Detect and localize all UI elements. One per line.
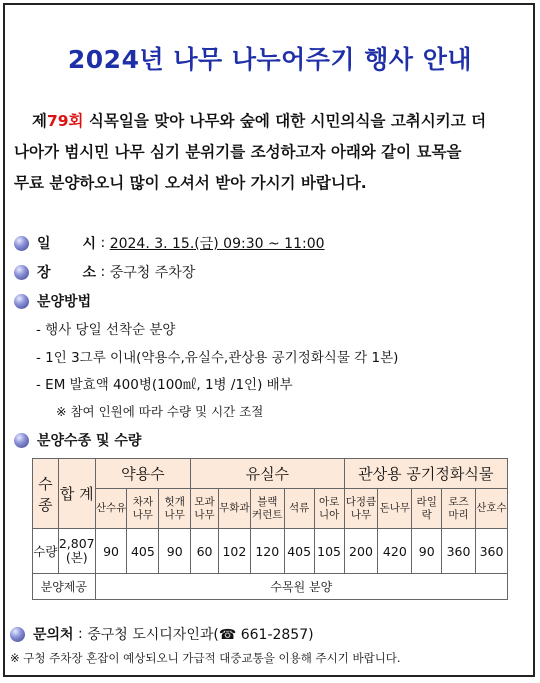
intro-line1: 식목일을 맞아 나무와 숲에 대한 시민의식을 고취시키고 더 — [83, 112, 487, 130]
value-cell: 90 — [159, 529, 191, 574]
species-cell: 블랙 커런트 — [250, 489, 284, 529]
footer-note: ※ 구청 주차장 혼잡이 예상되오니 가급적 대중교통을 이용해 주시기 바랍니다. — [10, 651, 401, 665]
species-cell: 로즈 마리 — [442, 489, 476, 529]
species-cell: 차자 나무 — [127, 489, 159, 529]
species-cell: 돈나무 — [378, 489, 412, 529]
bullet-icon — [14, 294, 29, 309]
value-cell: 405 — [284, 529, 314, 574]
species-row — [14, 430, 141, 450]
intro-number: 79회 — [46, 112, 84, 130]
intro-prefix: 제 — [32, 112, 47, 130]
bullet-icon — [14, 265, 29, 280]
species-cell: 무화과 — [218, 489, 250, 529]
method-item-2: - 1인 3그루 이내(약용수,유실수,관상용 공기정화식물 각 1본) — [36, 350, 399, 366]
species-cell: 라일락 — [412, 489, 442, 529]
page-title: 2024년 나무 나누어주기 행사 안내 — [67, 45, 473, 74]
value-cell: 90 — [95, 529, 127, 574]
value-cell: 360 — [442, 529, 476, 574]
date-sep: : — [96, 235, 110, 251]
contact-value: 중구청 도시디자인과(☎ 661-2857) — [87, 627, 314, 643]
date-row — [14, 233, 325, 253]
group-medicinal: 약용수 — [95, 459, 190, 489]
species-cell: 산수유 — [95, 489, 127, 529]
value-cell: 360 — [475, 529, 507, 574]
value-cell: 405 — [127, 529, 159, 574]
value-cell: 120 — [250, 529, 284, 574]
col-type-header: 수종 — [33, 459, 59, 529]
method-note: ※ 참여 인원에 따라 수량 및 시간 조절 — [56, 404, 264, 419]
species-cell: 모과 나무 — [191, 489, 219, 529]
value-cell: 105 — [314, 529, 344, 574]
value-cell: 90 — [412, 529, 442, 574]
method-item-3: - EM 발효액 400병(100㎖, 1병 /1인) 배부 — [36, 377, 293, 393]
date-label-a: 일 — [37, 236, 51, 252]
row-label-quantity: 수량 — [33, 529, 59, 574]
species-table — [32, 458, 508, 600]
contact-row — [10, 624, 314, 644]
provider-label: 분양제공 — [33, 574, 96, 600]
bullet-icon — [14, 236, 29, 251]
intro-line2: 나아가 범시민 나무 심기 분위기를 조성하고자 아래와 같이 묘목을 — [14, 143, 462, 161]
contact-label: 문의처 — [33, 627, 74, 643]
total-cell: 2,807 (본) — [58, 529, 95, 574]
species-cell: 다정큼 나무 — [344, 489, 378, 529]
group-fruit: 유실수 — [191, 459, 344, 489]
place-row — [14, 262, 195, 282]
contact-sep: : — [73, 626, 88, 642]
value-cell: 420 — [378, 529, 412, 574]
date-label-b: 시 — [82, 236, 97, 252]
species-cell: 석류 — [284, 489, 314, 529]
date-value: 2024. 3. 15.(금) 09:30 ~ 11:00 — [109, 236, 325, 252]
col-total-header: 합 계 — [58, 459, 95, 529]
method-row — [14, 291, 91, 311]
value-cell: 200 — [344, 529, 378, 574]
provider-value: 수목원 분양 — [95, 574, 507, 600]
bullet-icon — [14, 433, 29, 448]
species-label: 분양수종 및 수량 — [37, 433, 142, 449]
species-cell: 산호수 — [475, 489, 507, 529]
intro-line3: 무료 분양하오니 많이 오셔서 받아 가시기 바랍니다. — [14, 174, 367, 192]
group-ornamental: 관상용 공기정화식물 — [344, 459, 507, 489]
value-cell: 60 — [191, 529, 219, 574]
value-cell: 102 — [218, 529, 250, 574]
species-cell: 아로 니아 — [314, 489, 344, 529]
species-cell: 헛개 나무 — [159, 489, 191, 529]
place-label-b: 소 — [82, 265, 97, 281]
method-item-1: - 행사 당일 선착순 분양 — [36, 322, 176, 338]
place-value: 중구청 주차장 — [109, 265, 196, 281]
bullet-icon — [10, 627, 25, 642]
place-label-a: 장 — [37, 265, 51, 281]
place-sep: : — [96, 264, 110, 280]
intro-paragraph — [14, 106, 526, 199]
method-label: 분양방법 — [37, 294, 92, 310]
